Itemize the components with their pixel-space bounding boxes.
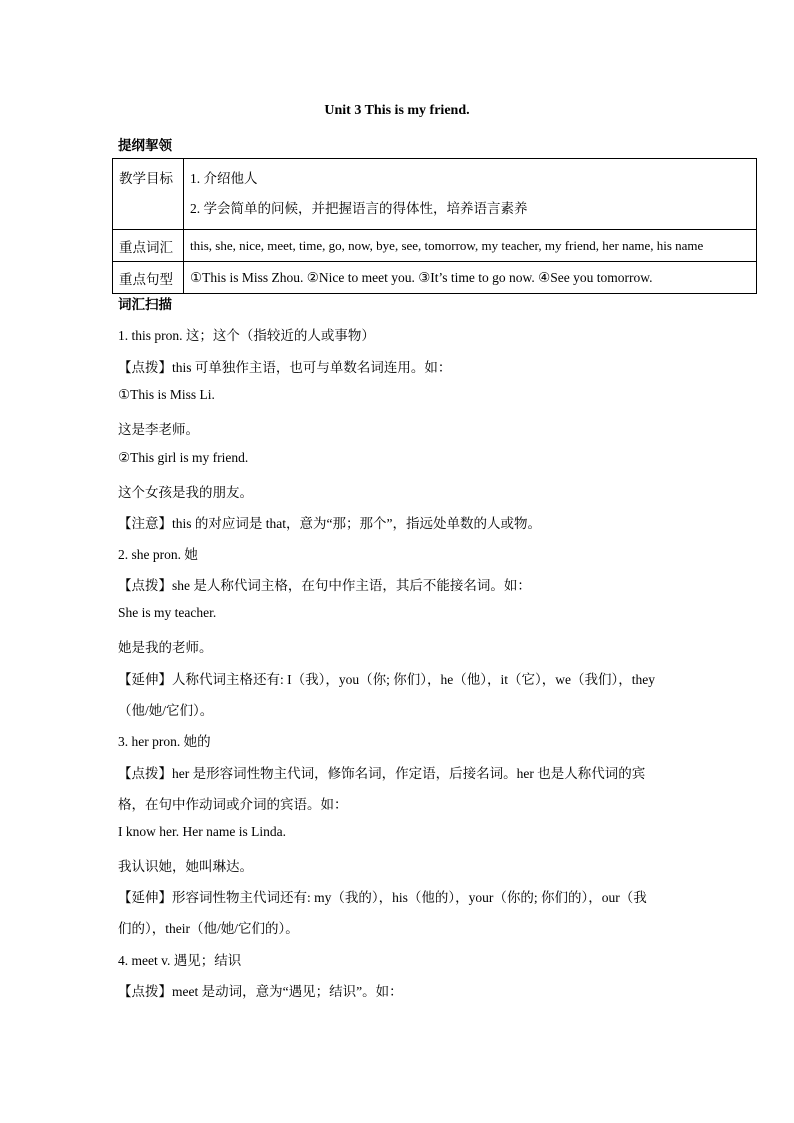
translation-line: 她是我的老师。 <box>118 640 213 655</box>
goal-cell <box>184 159 757 230</box>
table-row <box>113 230 757 262</box>
entry-line: 1. this pron. 这；这个（指较近的人或事物） <box>118 328 375 343</box>
sentence-cell: ①This is Miss Zhou. ②Nice to meet you. ③It’s time to go now. ④See you tomorrow. <box>184 262 757 294</box>
goal-item: 1. 介绍他人 <box>190 171 258 186</box>
page-title: Unit 3 This is my friend. <box>324 103 470 118</box>
note-line: 【点拨】her 是形容词性物主代词，修饰名词，作定语，后接名词。her 也是人称代词的宾 <box>118 766 646 781</box>
vocab-heading: 词汇扫描 <box>118 297 172 312</box>
goal-label: 教学目标 <box>113 159 184 230</box>
note-line: 【注意】this 的对应词是 that，意为“那；那个”，指远处单数的人或物。 <box>118 516 541 531</box>
note-line: 们的），their（他/她/它们的）。 <box>118 921 299 936</box>
example-line: ①This is Miss Li. <box>118 387 215 402</box>
entry-line: 2. she pron. 她 <box>118 547 198 562</box>
vocab-cell: this, she, nice, meet, time, go, now, bye, see, tomorrow, my teacher, my friend, her name, his name <box>184 230 757 262</box>
table-row <box>113 262 757 294</box>
translation-line: 我认识她，她叫琳达。 <box>118 859 253 874</box>
note-line: 【延伸】人称代词主格还有: I（我），you（你; 你们），he（他），it（它），we（我们），they <box>118 672 655 687</box>
table-row <box>113 159 757 230</box>
note-line: （他/她/它们）。 <box>118 703 214 718</box>
note-line: 【点拨】she 是人称代词主格，在句中作主语，其后不能接名词。如： <box>118 578 531 593</box>
goal-item: 2. 学会简单的问候，并把握语言的得体性，培养语言素养 <box>190 201 528 216</box>
example-line: I know her. Her name is Linda. <box>118 824 286 839</box>
vocab-label: 重点词汇 <box>113 230 184 262</box>
entry-line: 3. her pron. 她的 <box>118 734 211 749</box>
example-line: ②This girl is my friend. <box>118 450 249 465</box>
outline-table <box>112 158 757 294</box>
example-line: She is my teacher. <box>118 605 217 620</box>
translation-line: 这是李老师。 <box>118 422 199 437</box>
outline-heading: 提纲挈领 <box>118 138 172 153</box>
sentence-label: 重点句型 <box>113 262 184 294</box>
note-line: 【点拨】meet 是动词，意为“遇见；结识”。如： <box>118 984 403 999</box>
translation-line: 这个女孩是我的朋友。 <box>118 485 253 500</box>
entry-line: 4. meet v. 遇见；结识 <box>118 953 242 968</box>
note-line: 【延伸】形容词性物主代词还有: my（我的），his（他的），your（你的; 你们的），our（我 <box>118 890 647 905</box>
note-line: 格，在句中作动词或介词的宾语。如： <box>118 797 348 812</box>
note-line: 【点拨】this 可单独作主语，也可与单数名词连用。如： <box>118 360 452 375</box>
